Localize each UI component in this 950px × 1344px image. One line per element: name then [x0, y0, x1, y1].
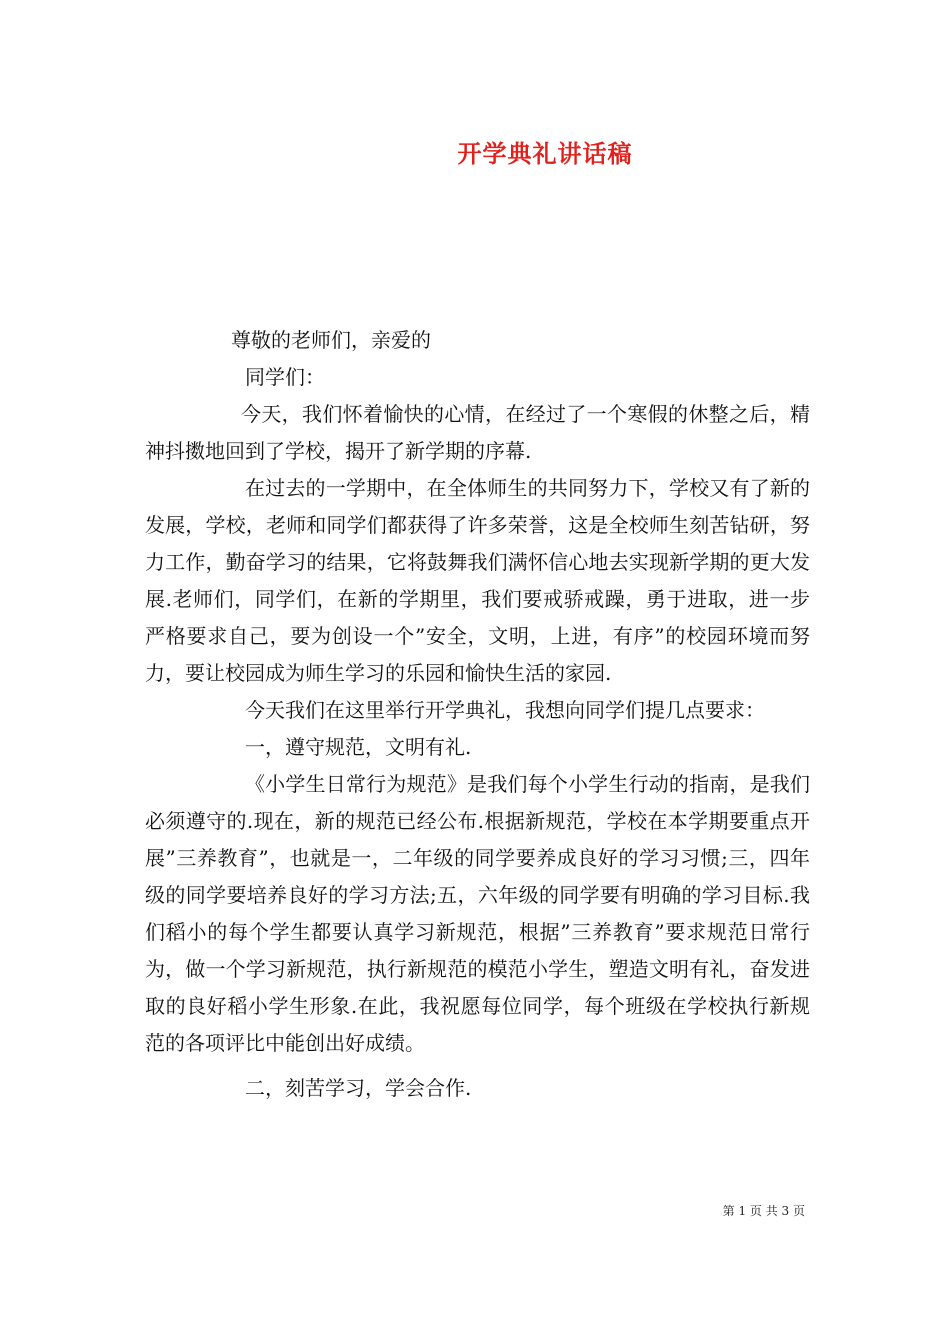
section-heading-2: 二，刻苦学习，学会合作. — [245, 1076, 472, 1100]
page-number: 第 1 页 共 3 页 — [722, 1204, 805, 1218]
document-body — [145, 322, 810, 1107]
paragraph-1: 今天，我们怀着愉快的心情，在经过了一个寒假的休整之后，精神抖擞地回到了学校，揭开了新学期的序幕. — [145, 402, 810, 463]
paragraph-3: 今天我们在这里举行开学典礼，我想向同学们提几点要求： — [245, 698, 765, 722]
document-title: 开学典礼讲话稿 — [457, 139, 633, 168]
paragraph-2: 在过去的一学期中，在全体师生的共同努力下，学校又有了新的发展，学校，老师和同学们都获得了许多荣誉，这是全校师生刻苦钻研，努力工作，勤奋学习的结果，它将鼓舞我们满怀信心地去实现新学期的更大发展.老师们，同学们，在新的学期里，我们要戒骄戒躁，勇于进取，进一步严格要求自己，要为创设一个”安全，文明，上进，有序”的校园环境而努力，要让校园成为师生学习的乐园和愉快生活的家园. — [145, 476, 810, 685]
greeting-line-1: 尊敬的老师们，亲爱的 — [231, 328, 431, 352]
section-heading-1: 一，遵守规范，文明有礼. — [245, 735, 472, 759]
paragraph-4: 《小学生日常行为规范》是我们每个小学生行动的指南，是我们必须遵守的.现在，新的规范已经公布.根据新规范，学校在本学期要重点开展”三养教育”，也就是一，二年级的同学要养成良好的学习习惯;三，四年级的同学要培养良好的学习方法;五，六年级的同学要有明确的学习目标.我们稻小的每个学生都要认真学习新规范，根据”三养教育”要求规范日常行为，做一个学习新规范，执行新规范的模范小学生，塑造文明有礼，奋发进取的良好稻小学生形象.在此，我祝愿每位同学，每个班级在学校执行新规范的各项评比中能创出好成绩。 — [145, 772, 810, 1055]
greeting-line-2: 同学们： — [245, 365, 325, 389]
